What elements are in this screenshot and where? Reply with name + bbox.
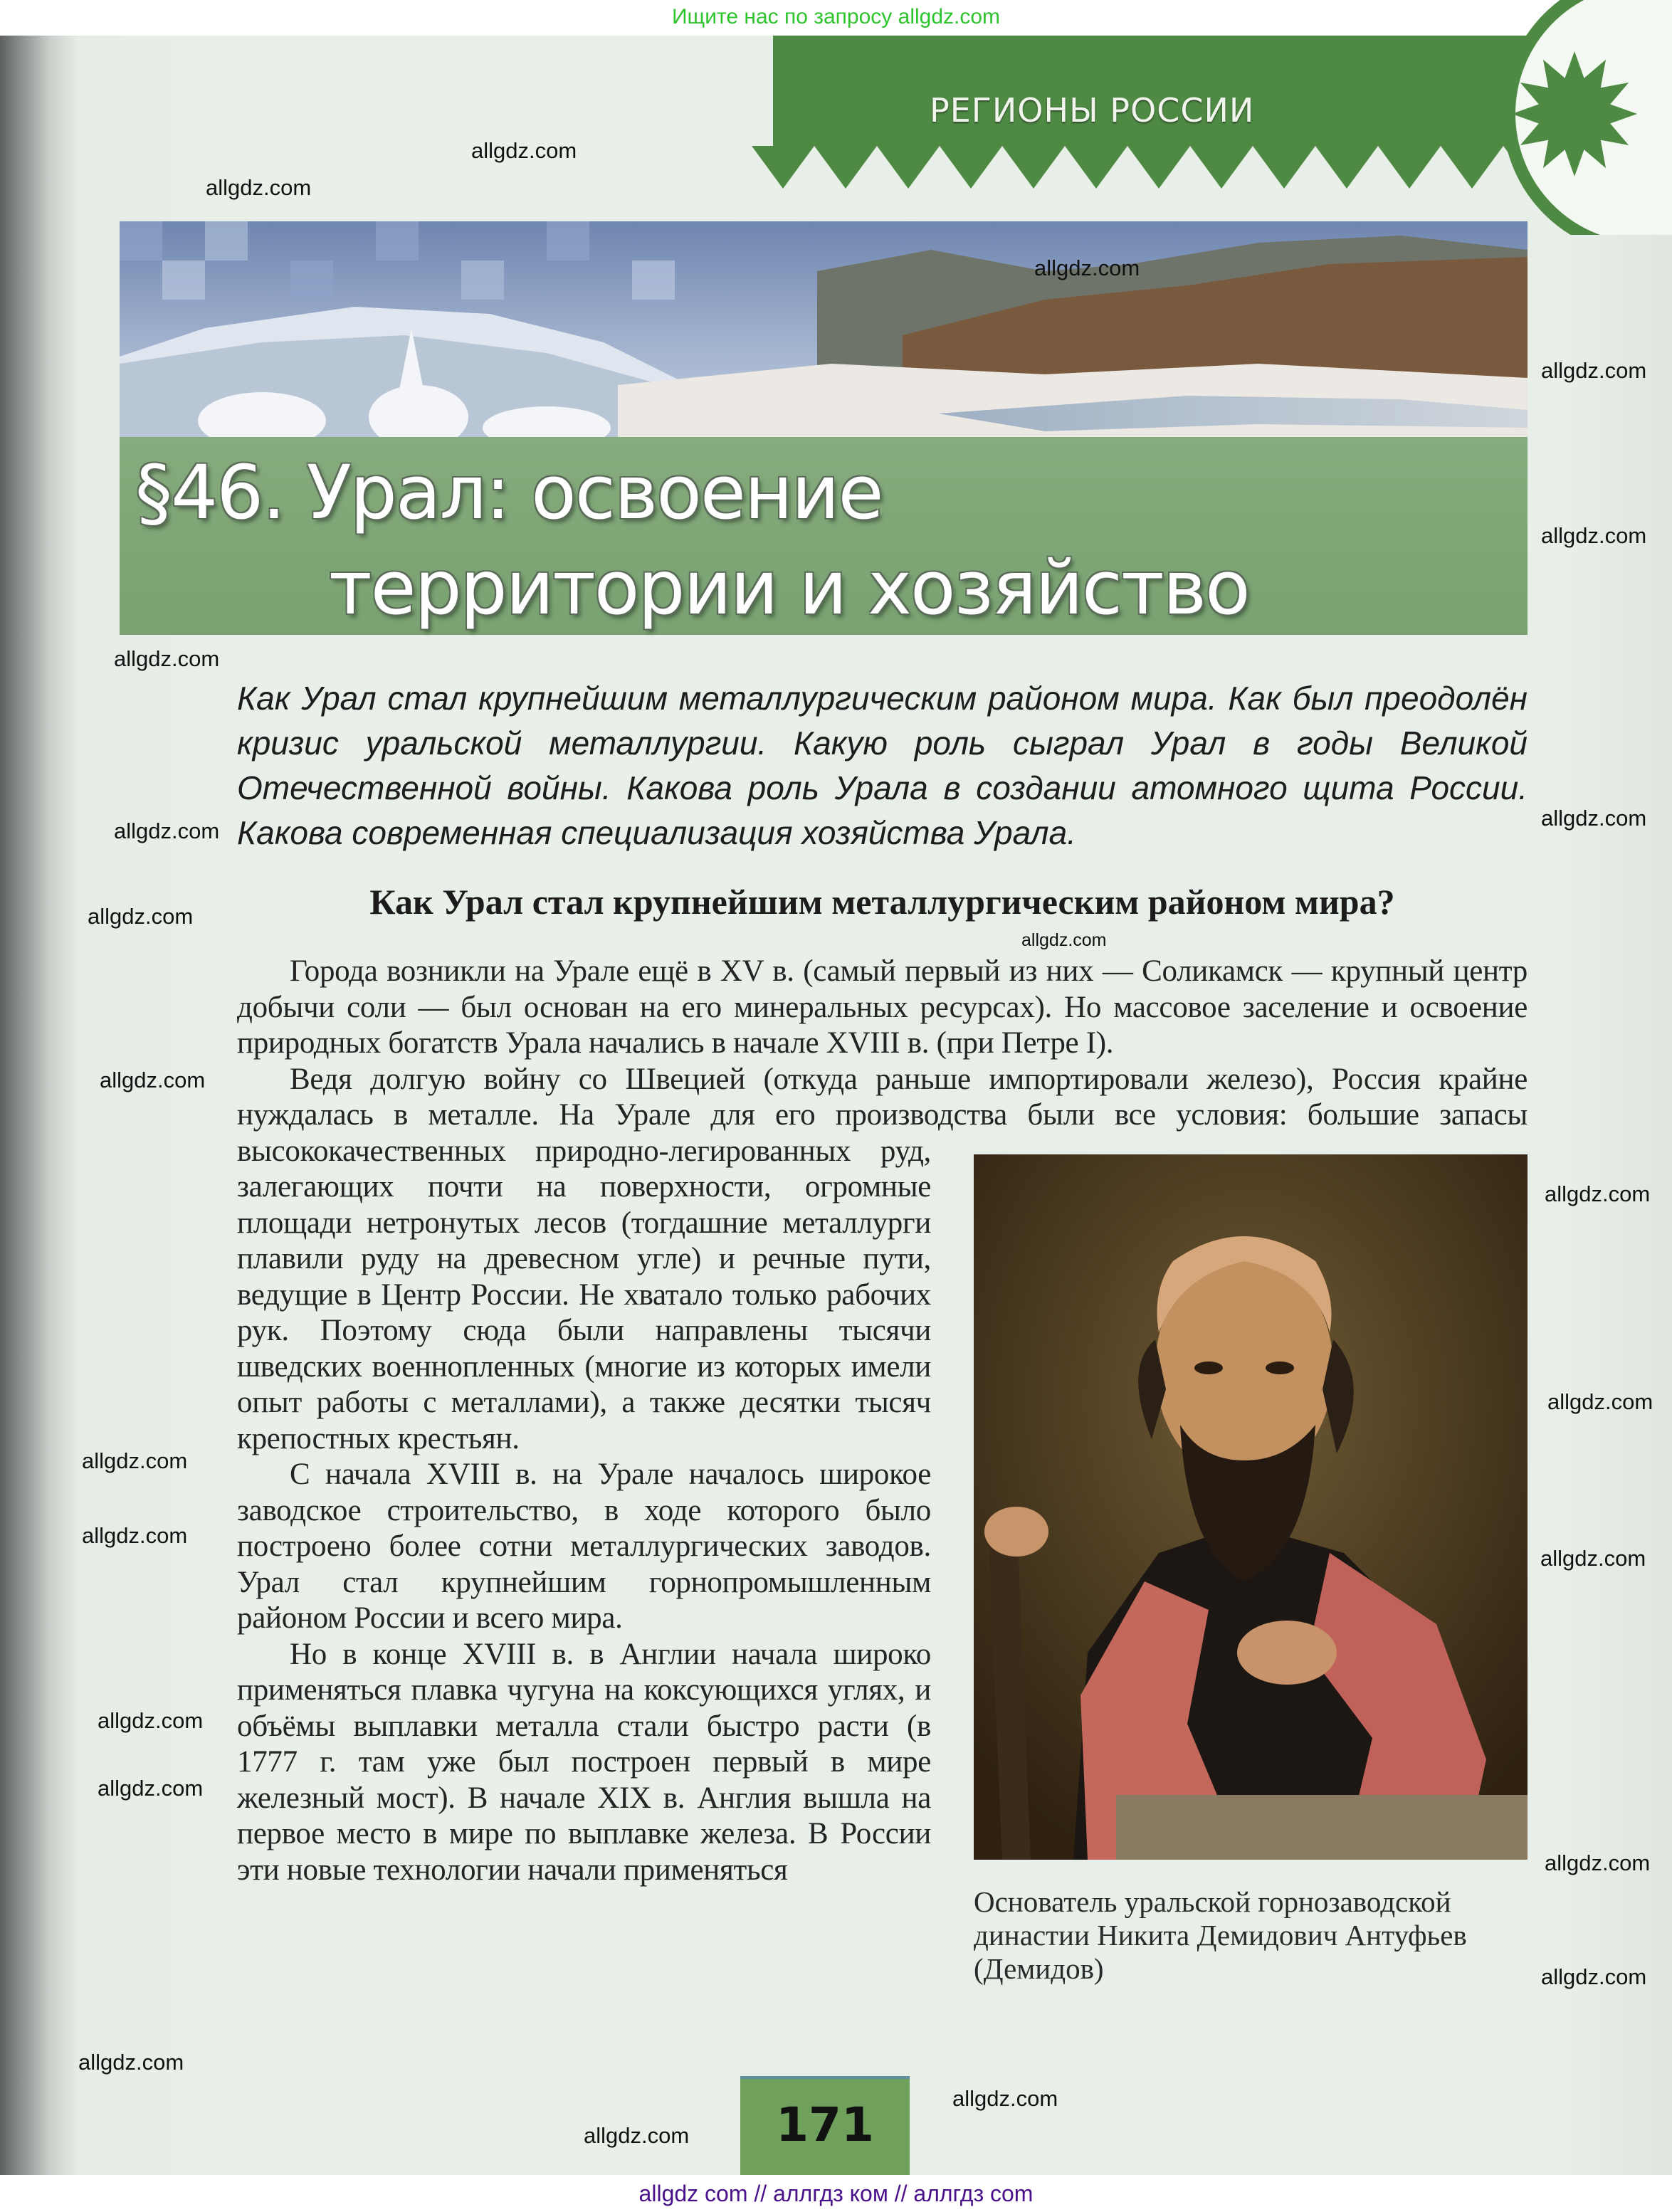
paragraph: Города возникли на Урале ещё в XV в. (самый первый из них — Соликамск — крупный центр добычи соли — был основан на его минеральных ресурсах). Но массовое заселение и освоение природных богатств Урала начались в начале XVIII в. (при Петре I). [237, 954, 1528, 1060]
watermark: allgdz.com [98, 1776, 204, 1801]
watermark: allgdz.com [114, 818, 220, 843]
watermark: allgdz.com [1540, 1546, 1646, 1571]
watermark: allgdz.com [100, 1068, 206, 1092]
body-text [237, 954, 1528, 2001]
paragraph: С начала XVIII в. на Урале началось широкое заводское строительство, в ходе которого было построено более сотни металлургических заводов. Урал стал крупнейшим горнопромышленным районом России и всего мира. [237, 1458, 931, 1635]
watermark: allgdz.com [1021, 930, 1107, 950]
figure-caption: Основатель уральской горнозаводской династии Никита Демидович Антуфьев (Демидов) [974, 1885, 1467, 1985]
section-heading: Как Урал стал крупнейшим металлургическим районом мира? [369, 882, 1395, 922]
intro-questions: Как Урал стал крупнейшим металлургическим районом мира. Как был преодолён кризис уральской металлургии. Какую роль сыграл Урал в годы Великой Отечественной войны. Какова роль Урала в создании атомного щита России. Какова современная специализация хозяйства Урала. [237, 680, 1528, 851]
watermark: allgdz.com [78, 2050, 184, 2075]
bottom-watermark-bar [0, 2175, 1672, 2211]
page-title-line-1: §46. Урал: освоение [135, 449, 883, 536]
page-number [740, 2076, 910, 2178]
watermark: allgdz.com [98, 1708, 204, 1733]
bottom-watermark-text: allgdz com // аллгдз ком // аллгдз com [638, 2181, 1034, 2206]
watermark: allgdz.com [1541, 1964, 1647, 1989]
page-number-text: 171 [776, 2097, 874, 2152]
watermark: allgdz.com [471, 138, 577, 163]
section-label: РЕГИОНЫ РОССИИ [930, 91, 1255, 130]
watermark: allgdz.com [114, 646, 220, 671]
watermark: allgdz.com [82, 1448, 188, 1473]
demidov-portrait [974, 1154, 1528, 1860]
watermark: allgdz.com [1541, 358, 1647, 383]
portrait-figure [951, 1154, 1528, 2001]
watermark: allgdz.com [1545, 1181, 1651, 1206]
watermark: allgdz.com [584, 2123, 690, 2148]
page-title-line-2: территории и хозяйство [329, 544, 1249, 631]
watermark: allgdz.com [88, 904, 194, 929]
watermark: allgdz.com [952, 2086, 1058, 2111]
ural-landscape-photo [120, 221, 1528, 437]
watermark: allgdz.com [1541, 523, 1647, 548]
paragraph: Ведя долгую войну со Швецией (откуда раньше импортировали железо), Россия крайне нуждалась в металле. На Урале для его производства были все условия: большие запасы высококачественных природно-легированных руд, залегающих почти на поверхности, огромные площади нетронутых лесов (тогдашние металлурги плавили руду на древесном угле) и речные пути, ведущие в Центр России. Не хватало только рабочих рук. Поэтому сюда были направлены тысячи шведских военнопленных (многие из которых имели опыт работы с металлами), а также десятки тысяч крепостных крестьян. [237, 1062, 1528, 1455]
paragraph: Но в конце XVIII в. в Англии начала широко применяться плавка чугуна на коксующихся углях, и объёмы выплавки металла стали быстро расти (в 1777 г. там уже был построен первый в мире железный мост). В начале XIX в. Англия вышла на первое место в мире по выплавке железа. В России эти новые технологии начали применяться [237, 1637, 931, 1887]
top-watermark-text: Ищите нас по запросу allgdz.com [671, 5, 1001, 28]
watermark: allgdz.com [82, 1523, 188, 1548]
watermark: allgdz.com [1034, 256, 1140, 280]
watermark: allgdz.com [206, 175, 312, 200]
watermark: allgdz.com [1545, 1850, 1651, 1875]
watermark: allgdz.com [1547, 1389, 1653, 1414]
watermark: allgdz.com [1541, 806, 1647, 831]
